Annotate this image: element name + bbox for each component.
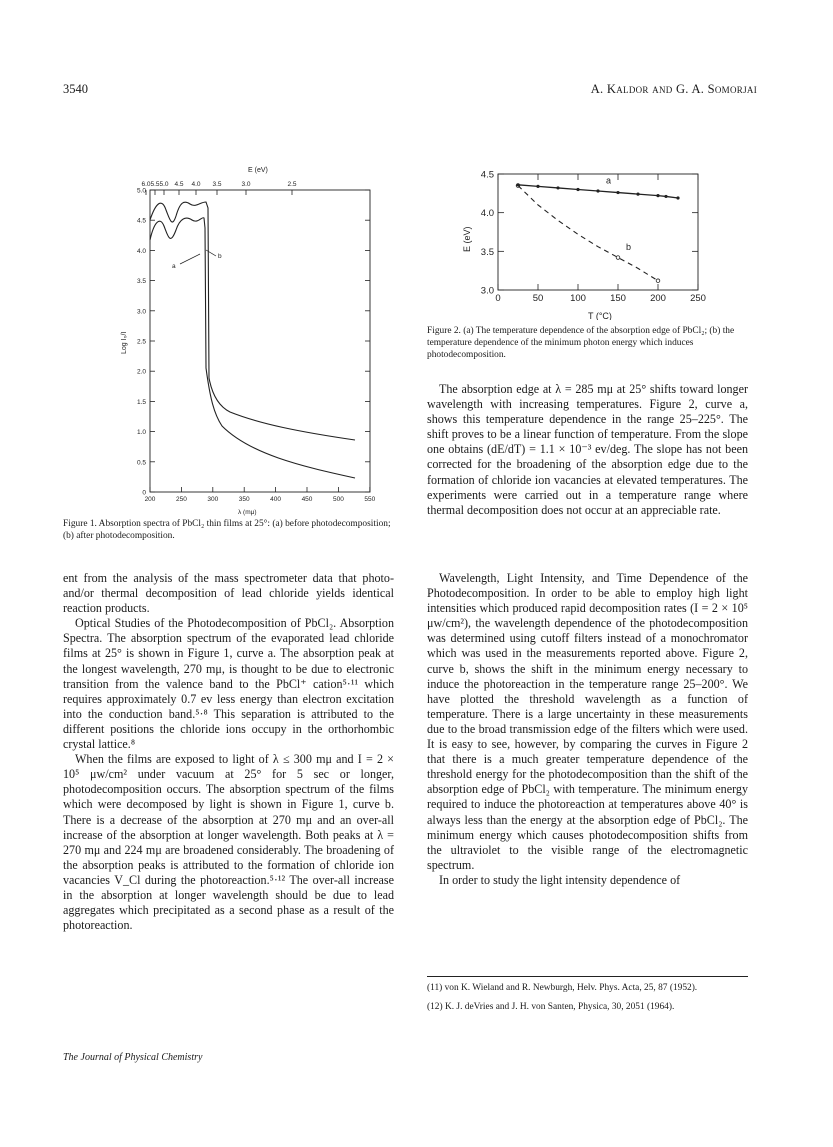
figure1-x-ticks <box>145 487 376 503</box>
figure1-x-tick-label: 300 <box>207 496 219 503</box>
figure2-series-a-point <box>536 185 539 188</box>
figure1-top-tick-label: 3.5 <box>212 181 222 188</box>
figure2-x-tick-label: 200 <box>650 293 666 304</box>
figure1-top-tick-label: 4.5 <box>174 181 184 188</box>
figure1-y-tick-label: 5.0 <box>136 187 146 195</box>
figure1-y-ticks <box>137 188 370 497</box>
figure2-y-tick-label: 4.5 <box>480 169 494 181</box>
figure1-top-tick-label: 3.0 <box>241 181 251 188</box>
figure2-curve-a-label: a <box>606 175 612 186</box>
figure1-label-a-leader <box>180 254 200 264</box>
figure1-top-ticks <box>141 181 296 195</box>
figure2-x-tick-label: 150 <box>610 293 626 304</box>
right-column-lower <box>427 571 748 888</box>
figure2-x-tick-label: 50 <box>532 293 544 304</box>
figure1-top-tick-label: 5.5 <box>150 181 160 188</box>
figure2-y-ticks <box>481 170 698 297</box>
figure1-top-tick-label: 6.0 <box>141 181 151 188</box>
figure1-x-tick-label: 350 <box>238 496 250 503</box>
figure2-series-a-point <box>616 191 619 194</box>
figure1-y-tick-label: 0 <box>142 489 146 497</box>
figure2-series-a-point <box>664 195 667 198</box>
figure1-y-tick-label: 2.5 <box>136 338 146 346</box>
figure2-x-label: T (°C) <box>588 311 612 320</box>
figure2-x-tick-label: 0 <box>495 293 501 304</box>
figure1-curve-a-label: a <box>172 263 176 270</box>
left-paragraph-2: Optical Studies of the Photodecomposition of PbCl₂. Absorption Spectra. The absorption spectrum of the evaporated lead chloride films at 25° is shown in Figure 1, curve a. The absorption peak at the longest wavelength, 270 mμ, is thought to be due to electronic transition from the valence band to the PbCl⁺ cation⁵·¹¹ which requires approximately 0.7 ev less energy than electron excitation into the conduction band.⁵·⁸ This separation is attributed to the different positions the chloride ions occupy in the orthorhombic crystal lattice.⁸ <box>63 616 394 752</box>
figure2-caption: Figure 2. (a) The temperature dependence of the absorption edge of PbCl₂; (b) the temperature dependence of the minimum photon energy which induces photodecomposition. <box>427 326 735 360</box>
left-paragraph-3: When the films are exposed to light of λ ≤ 300 mμ and I = 2 × 10⁵ μw/cm² under vacuum at 25° for 5 sec or longer, photodecomposition occurs. The absorption spectrum of the films which were decomposed by light is shown in Figure 1, curve b. There is a decrease of the absorption at 270 mμ and an over-all increase of the absorption at longer wavelength. Both peaks at λ = 270 mμ and 224 mμ are broadened considerably. The broadening of the absorption peaks is attributed to the formation of chloride ion vacancies V_Cl during the photoreaction.⁵·¹² The over-all increase in the absorption at longer wavelength should be due to lead aggregates which precipitated as a second phase as a result of the photoreaction. <box>63 752 394 933</box>
figure1-y-tick-label: 1.0 <box>136 429 146 437</box>
figure1-top-axis-label: E (eV) <box>248 167 268 174</box>
figure1-label-b-leader <box>206 250 216 256</box>
figure1-y-tick-label: 2.0 <box>136 368 146 376</box>
figure2-y-label: E (eV) <box>462 226 472 252</box>
figure2-curve-b-label: b <box>626 241 632 252</box>
right-paragraph-2: Wavelength, Light Intensity, and Time Dependence of the Photodecomposition. In order to be able to employ high light intensities which produced rapid decomposition rates (I = 2 × 10⁵ μw/cm²), the wavelength dependence of the photodecomposition was determined using cutoff filters instead of a monochromator which was used in the measurements reported above. Figure 2, curve b, shows the shift in the minimum energy necessary to induce the photoreaction in the temperature range 25–200°. We have plotted the threshold wavelength as a function of temperature. There is a large uncertainty in these measurements due to the broad transmission edge of the filters which were used. It is easy to see, however, by comparing the curves in Figure 2 that there is a much greater temperature dependence of the threshold energy for the photodecomposition than the shift of the absorption edge of PbCl₂ with temperature. The minimum energy required to induce the photoreaction at temperatures above 40° is always less than the energy at the absorption edge of PbCl₂. The minimum energy which causes photodecomposition shifts from the ultraviolet to the visible range of the electromagnetic spectrum. <box>427 571 748 872</box>
figure1-frame <box>150 190 370 492</box>
figure1-curve-b-label: b <box>218 253 222 260</box>
figure2-series-a-point <box>596 189 599 192</box>
figure1-y-tick-label: 4.0 <box>136 247 146 255</box>
figure1-top-tick-label: 2.5 <box>287 181 297 188</box>
figure1-x-tick-label: 550 <box>364 496 376 503</box>
figure2-series-a-point <box>636 193 639 196</box>
figure2-series-a-point <box>656 194 659 197</box>
footnotes <box>427 983 748 1013</box>
figure2-series-a-point <box>556 186 559 189</box>
figure2-x-tick-label: 250 <box>690 293 706 304</box>
figure1-top-tick-label: 5.0 <box>159 181 169 188</box>
figure1-y-tick-label: 0.5 <box>136 459 146 467</box>
figure2-series-b-line <box>518 186 658 281</box>
left-column <box>63 571 394 933</box>
figure1-x-tick-label: 450 <box>301 496 313 503</box>
footnote-rule <box>427 976 748 977</box>
figure2-series-a-point <box>576 188 579 191</box>
figure1-y-label: Log I₀/I <box>121 331 128 354</box>
figure2-y-tick-label: 3.0 <box>480 285 494 297</box>
figure2-plot <box>516 175 679 282</box>
figure1-x-tick-label: 250 <box>175 496 187 503</box>
figure2-series-b-point <box>656 279 660 283</box>
figure2-y-tick-label: 3.5 <box>480 246 494 258</box>
footnote-12: (12) K. J. deVries and J. H. von Santen, Physica, 30, 2051 (1964). <box>427 1001 675 1012</box>
right-paragraph-1: The absorption edge at λ = 285 mμ at 25° shifts toward longer wavelength with increasing temperatures. Figure 2, curve a, shows this temperature dependence in the range 25–225°. The shift proves to be a linear function of temperature. From the slope one obtains (dE/dT) = 1.1 × 10⁻³ ev/deg. The slope has not been corrected for the broadening of the absorption edge due to the formation of chloride ion vacancies at elevated temperatures. The experiments were carried out in a temperature range where thermal decomposition does not occur at an appreciable rate. <box>427 382 748 517</box>
running-head-authors: A. Kaldor and G. A. Somorjai <box>590 82 757 96</box>
figure1-top-tick-label: 4.0 <box>191 181 201 188</box>
figure1-x-tick-label: 200 <box>144 496 156 503</box>
figure2-series-b-point <box>616 256 620 260</box>
figure1-curve-a <box>150 202 355 440</box>
figure2-x-tick-label: 100 <box>570 293 586 304</box>
figure2-chart <box>440 160 740 320</box>
figure1-x-tick-label: 400 <box>270 496 282 503</box>
figure2-series-a-point <box>676 196 679 199</box>
figure1-y-tick-label: 1.5 <box>136 398 146 406</box>
figure1-y-tick-label: 3.0 <box>136 308 146 316</box>
figure1-curve-b <box>150 218 355 478</box>
figure1-y-tick-label: 4.5 <box>136 217 146 225</box>
journal-footer: The Journal of Physical Chemistry <box>63 1052 203 1063</box>
figure1-y-tick-label: 3.5 <box>136 278 146 286</box>
right-paragraph-3: In order to study the light intensity dependence of <box>439 872 681 887</box>
page-number: 3540 <box>63 82 88 96</box>
figure2-y-tick-label: 4.0 <box>480 208 494 220</box>
figure1-x-label: λ (mμ) <box>238 509 257 516</box>
footnote-11: (11) von K. Wieland and R. Newburgh, Helv. Phys. Acta, 25, 87 (1952). <box>427 983 698 993</box>
figure1-x-tick-label: 500 <box>332 496 344 503</box>
figure1-chart <box>110 158 390 518</box>
figure1-caption: Figure 1. Absorption spectra of PbCl₂ thin films at 25°: (a) before photodecomposition; (b) after photodecomposition. <box>63 519 391 541</box>
right-column-upper <box>427 382 748 518</box>
left-paragraph-1: ent from the analysis of the mass spectrometer data that photo- and/or thermal decomposition of lead chloride yields identical reaction products. <box>63 571 394 616</box>
